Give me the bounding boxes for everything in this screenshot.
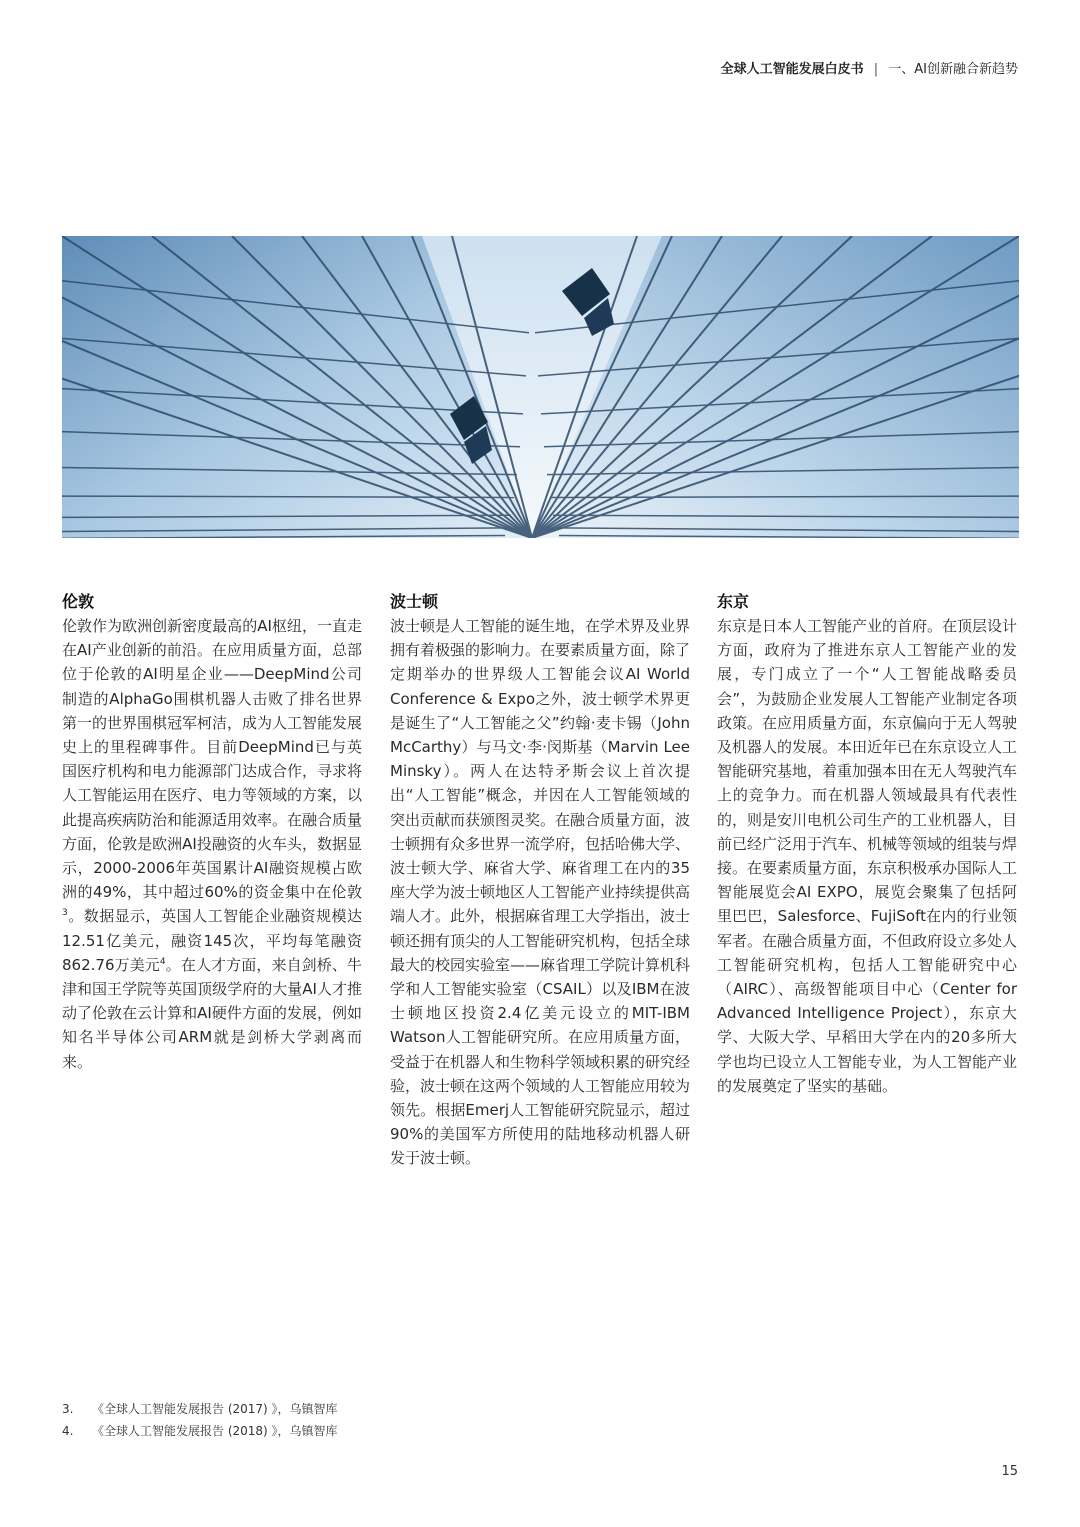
column-london: [62, 590, 362, 1074]
page-number: 15: [1001, 1464, 1018, 1479]
header-section: 一、AI创新融合新趋势: [888, 62, 1018, 77]
footnote-ref-4[interactable]: 4: [159, 956, 166, 967]
footnotes: [62, 1398, 338, 1442]
footnote-ref-3[interactable]: 3: [62, 908, 68, 919]
heading-tokyo: 东京: [717, 592, 750, 611]
heading-london: 伦敦: [62, 592, 95, 611]
footnote-item: [62, 1420, 338, 1442]
footnote-text: 《全球人工智能发展报告 (2017) 》，乌镇智库: [92, 1402, 338, 1416]
hero-image-glass-building: [62, 236, 1019, 538]
footnote-text: 《全球人工智能发展报告 (2018) 》，乌镇智库: [92, 1424, 338, 1438]
paragraph-boston: 波士顿是人工智能的诞生地，在学术界及业界拥有着极强的影响力。在要素质量方面，除了定期举办的世界级人工智能会议AI World Conference & Expo之外，波士顿学术界更是诞生了“人工智能之父”约翰·麦卡锡（John McCarthy）与马文·李·闵斯基（Marvin Lee Minsky）。两人在达特矛斯会议上首次提出“人工智能”概念，并因在人工智能领域的突出贡献而获颁图灵奖。在融合质量方面，波士顿拥有众多世界一流学府，包括哈佛大学、波士顿大学、麻省大学、麻省理工在内的35座大学为波士顿地区人工智能产业持续提供高端人才。此外，根据麻省理工大学指出，波士顿还拥有顶尖的人工智能研究机构，包括全球最大的校园实验室——麻省理工学院计算机科学和人工智能实验室（CSAIL）以及IBM在波士顿地区投资2.4亿美元设立的MIT-IBM Watson人工智能研究所。在应用质量方面，受益于在机器人和生物科学领域积累的研究经验，波士顿在这两个领域的人工智能应用较为领先。根据Emerj人工智能研究院显示，超过90%的美国军方所使用的陆地移动机器人研发于波士顿。: [390, 617, 691, 1168]
header-separator: |: [873, 62, 879, 77]
running-header: [721, 58, 1018, 77]
paragraph-london: 伦敦作为欧洲创新密度最高的AI枢纽，一直走在AI产业创新的前沿。在应用质量方面，总部位于伦敦的AI明星企业——DeepMind公司制造的AlphaGo围棋机器人击败了排名世界第一的世界围棋冠军柯洁，成为人工智能发展史上的里程碑事件。目前DeepMind已与英国医疗机构和电力能源部门达成合作，寻求将人工智能运用在医疗、电力等领域的方案，以此提高疾病防治和能源适用效率。在融合质量方面，伦敦是欧洲AI投融资的火车头，数据显示，2000-2006年英国累计AI融资规模占欧洲的49%，其中超过60%的资金集中在伦敦$^3$。数据显示，英国人工智能企业融资规模达12.51亿美元，融资145次，平均每笔融资862.76万美元$^4$。在人才方面，来自剑桥、牛津和国王学院等英国顶级学府的大量AI人才推动了伦敦在云计算和AI硬件方面的发展，例如知名半导体公司ARM就是剑桥大学剥离而来。: [62, 617, 363, 1071]
footnote-number: 4.: [62, 1424, 74, 1438]
heading-boston: 波士顿: [390, 592, 439, 611]
paragraph-tokyo: 东京是日本人工智能产业的首府。在顶层设计方面，政府为了推进东京人工智能产业的发展，专门成立了一个“人工智能战略委员会”，为鼓励企业发展人工智能产业制定各项政策。在应用质量方面，东京偏向于无人驾驶及机器人的发展。本田近年已在东京设立人工智能研究基地，着重加强本田在无人驾驶汽车上的竞争力。而在机器人领域最具有代表性的，则是安川电机公司生产的工业机器人，目前已经广泛用于汽车、机械等领域的组装与焊接。在要素质量方面，东京积极承办国际人工智能展览会AI EXPO，展览会聚集了包括阿里巴巴，Salesforce、FujiSoft在内的行业领军者。在融合质量方面，不但政府设立多处人工智能研究机构，包括人工智能研究中心（AIRC）、高级智能项目中心（Center for Advanced Intelligence Project），东京大学、大阪大学、早稻田大学在内的20多所大学也均已设立人工智能专业，为人工智能产业的发展奠定了坚实的基础。: [717, 617, 1018, 1095]
footnote-item: [62, 1398, 338, 1420]
column-tokyo: [717, 590, 1017, 1098]
header-title: 全球人工智能发展白皮书: [720, 62, 864, 77]
footnote-number: 3.: [62, 1402, 74, 1416]
column-boston: [390, 590, 690, 1171]
